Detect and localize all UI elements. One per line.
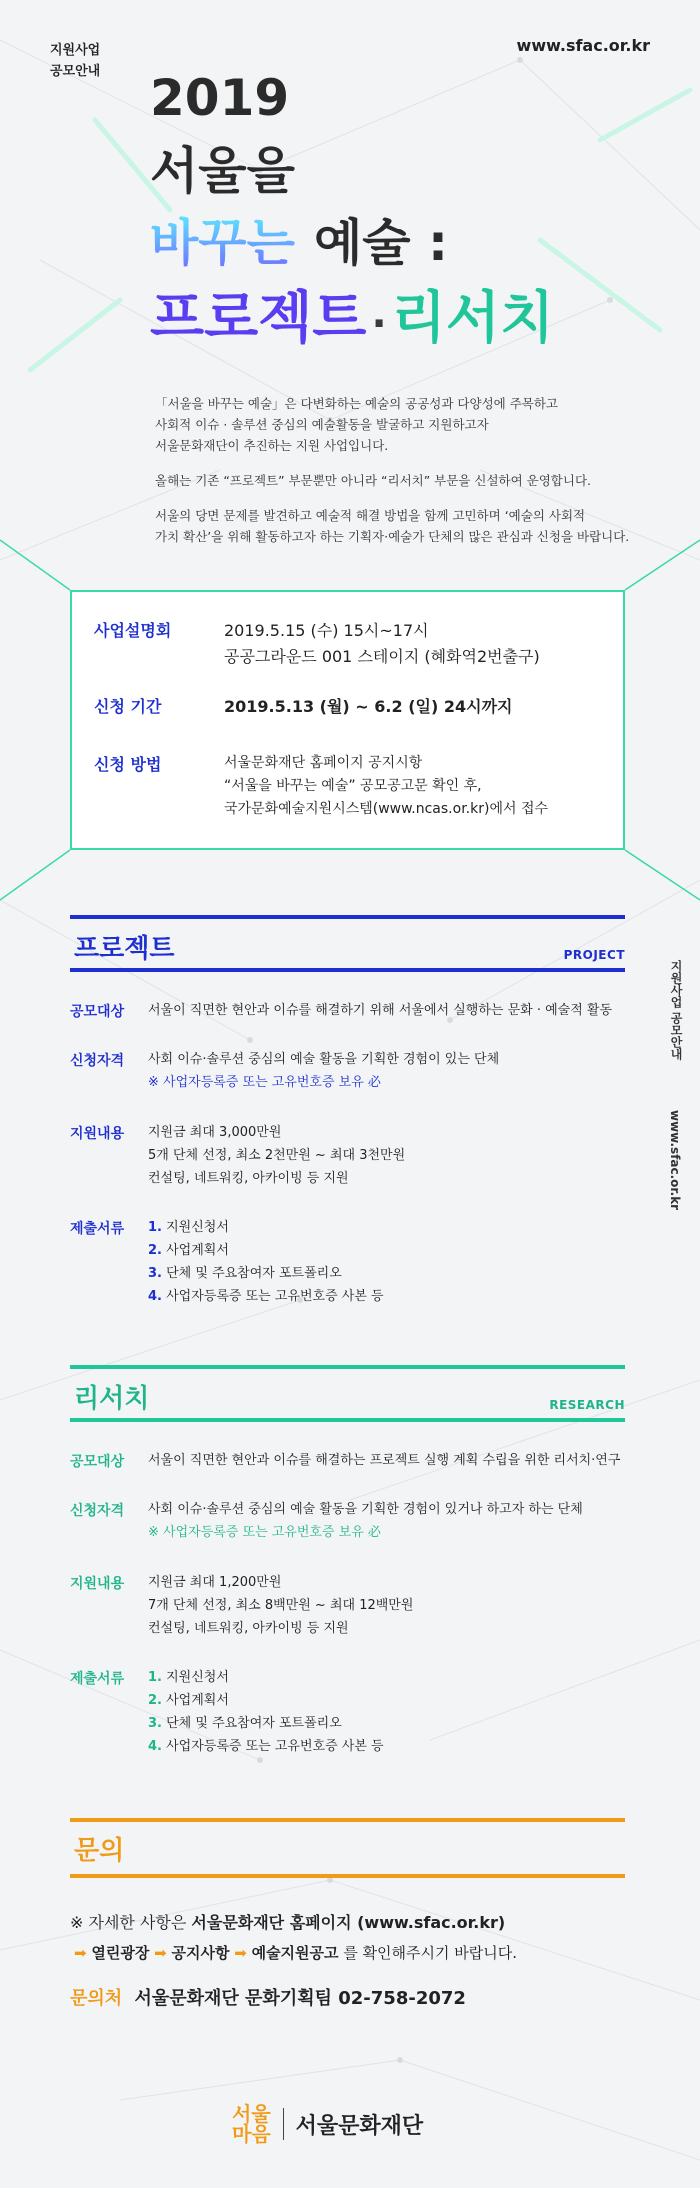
contact-info xyxy=(70,1984,466,2010)
footer-divider xyxy=(283,2108,284,2140)
info-val-method xyxy=(224,752,614,821)
project-qual-text: 사회 이슈·솔루션 중심의 예술 활동을 기획한 경험이 있는 단체 xyxy=(148,1052,500,1067)
project-docs-list xyxy=(148,1216,638,1308)
contact-line1-prefix: ※ 자세한 사항은 xyxy=(70,1913,192,1932)
research-support-line: 지원금 최대 1,200만원 xyxy=(148,1575,282,1590)
intro-line: 서울문화재단이 추진하는 지원 사업입니다. xyxy=(155,438,389,453)
project-qual-val xyxy=(148,1048,638,1094)
project-qual-key: 신청자격 xyxy=(70,1053,125,1069)
info-val-period: 2019.5.13 (월) ~ 6.2 (일) 24시까지 xyxy=(224,697,513,716)
nav-suffix: 를 확인해주시기 바랍니다. xyxy=(343,1944,518,1962)
title-research: 리서치 xyxy=(391,286,555,351)
method-line: 서울문화재단 홈페이지 공지시항 xyxy=(224,755,423,771)
title-highlight: 바꾸는 xyxy=(150,214,295,272)
research-qual-key: 신청자격 xyxy=(70,1503,125,1519)
intro-line: 가치 확산’을 위해 활동하고자 하는 기획자·예술가 단체의 많은 관심과 신청을 바랍니다. xyxy=(155,529,630,544)
project-target-val: 서울이 직면한 현안과 이슈를 해결하기 위해 서울에서 실행하는 문화 · 예술적 활동 xyxy=(148,1003,613,1018)
doc-item: 4. 사업자등록증 또는 고유번호증 사본 등 xyxy=(148,1739,384,1754)
briefing-place: 공공그라운드 001 스테이지 (혜화역2번출구) xyxy=(224,647,540,666)
arrow-right-icon: ➡ xyxy=(234,1944,247,1962)
research-docs-key: 제출서류 xyxy=(70,1671,125,1687)
briefing-date: 2019.5.15 (수) 15시~17시 xyxy=(224,621,429,640)
intro-line: 「서울을 바꾸는 예술」은 다변화하는 예술의 공공성과 다양성에 주목하고 xyxy=(155,396,558,411)
title-year: 2019 xyxy=(150,69,290,127)
contact-top-bar xyxy=(70,1818,625,1822)
research-qual-text: 사회 이슈·솔루션 중심의 예술 활동을 기획한 경험이 있거나 하고자 하는 단체 xyxy=(148,1502,583,1517)
title-line2: 서울을 xyxy=(150,142,295,200)
header-label-line2: 공모안내 xyxy=(50,64,101,79)
nav-notice[interactable]: 공지사항 xyxy=(171,1944,230,1962)
intro-paragraph xyxy=(155,393,655,547)
doc-item: 2. 사업계획서 xyxy=(148,1243,229,1258)
header-label-line1: 지원사업 xyxy=(50,43,101,58)
research-target-key: 공모대상 xyxy=(70,1454,125,1470)
contact-title: 문의 xyxy=(74,1836,125,1866)
doc-item: 3. 단체 및 주요참여자 포트폴리오 xyxy=(148,1716,342,1731)
doc-item: 2. 사업계획서 xyxy=(148,1693,229,1708)
nav-art-support[interactable]: 예술지원공고 xyxy=(251,1944,339,1962)
doc-item: 3. 단체 및 주요참여자 포트폴리오 xyxy=(148,1266,342,1281)
project-support-line: 컨설팅, 네트워킹, 아카이빙 등 지원 xyxy=(148,1171,349,1186)
side-url: www.sfac.or.kr xyxy=(668,1110,682,1211)
arrow-right-icon: ➡ xyxy=(74,1944,87,1962)
method-line: “서울을 바꾸는 예술” 공모공고문 확인 후, xyxy=(224,778,482,794)
intro-line: 서울의 당면 문제를 발견하고 예술적 해결 방법을 함께 고민하며 ‘예술의 사회적 xyxy=(155,508,586,523)
research-bottom-bar xyxy=(70,1418,625,1422)
research-support-line: 7개 단체 선정, 최소 8백만원 ~ 최대 12백만원 xyxy=(148,1598,414,1613)
seoul-logo: 서울 마음 xyxy=(232,2102,271,2146)
side-label: 지원사업 공모안내 xyxy=(669,960,683,1061)
project-bottom-bar xyxy=(70,968,625,972)
title-project: 프로젝트 xyxy=(150,286,367,351)
title-dot: · xyxy=(371,301,387,347)
info-key-period: 신청 기간 xyxy=(94,697,162,716)
info-val-briefing xyxy=(224,618,614,670)
doc-item: 1. 지원신청서 xyxy=(148,1670,229,1685)
method-line: 국가문화예술지원시스템(www.ncas.or.kr)에서 접수 xyxy=(224,801,548,817)
project-support-key: 지원내용 xyxy=(70,1126,125,1142)
intro-line: 올해는 기존 “프로젝트” 부문뿐만 아니라 “리서치” 부문을 신설하여 운영합니다. xyxy=(155,473,591,488)
research-support-val xyxy=(148,1571,638,1640)
research-support-line: 컨설팅, 네트워킹, 아카이빙 등 지원 xyxy=(148,1621,349,1636)
contact-homepage: 서울문화재단 홈페이지 xyxy=(191,1913,352,1932)
project-target-key: 공모대상 xyxy=(70,1004,125,1020)
project-support-line: 지원금 최대 3,000만원 xyxy=(148,1125,282,1140)
research-support-key: 지원내용 xyxy=(70,1576,125,1592)
info-key-method: 신청 방법 xyxy=(94,755,162,774)
project-support-val xyxy=(148,1121,638,1190)
research-target-val: 서울이 직면한 현안과 이슈를 해결하는 프로젝트 실행 계획 수립을 위한 리서치·연구 xyxy=(148,1453,621,1468)
nav-open-square[interactable]: 열린광장 xyxy=(91,1944,150,1962)
project-title: 프로젝트 xyxy=(74,934,175,964)
info-key-briefing: 사업설명회 xyxy=(94,621,172,640)
research-qual-val xyxy=(148,1498,638,1544)
title-line3 xyxy=(150,212,448,274)
doc-item: 1. 지원신청서 xyxy=(148,1220,229,1235)
research-top-bar xyxy=(70,1365,625,1369)
doc-item: 4. 사업자등록증 또는 고유번호증 사본 등 xyxy=(148,1289,384,1304)
footer-logo xyxy=(232,2104,423,2144)
research-title: 리서치 xyxy=(74,1384,150,1414)
contact-val: 서울문화재단 문화기획팀 02-758-2072 xyxy=(134,1988,466,2009)
research-qual-note: ※ 사업자등록증 또는 고유번호증 보유 必 xyxy=(148,1525,381,1540)
project-top-bar xyxy=(70,915,625,919)
arrow-right-icon: ➡ xyxy=(154,1944,167,1962)
contact-line1 xyxy=(70,1910,505,1933)
title-line4 xyxy=(150,286,554,357)
research-docs-list xyxy=(148,1666,638,1758)
contact-nav-path xyxy=(74,1942,517,1963)
project-support-line: 5개 단체 선정, 최소 2천만원 ~ 최대 3천만원 xyxy=(148,1148,406,1163)
info-box xyxy=(70,590,625,850)
project-docs-key: 제출서류 xyxy=(70,1221,125,1237)
contact-key: 문의처 xyxy=(70,1988,123,2009)
title-line3-rest: 예술 : xyxy=(314,214,449,272)
header-url-link[interactable]: www.sfac.or.kr xyxy=(516,36,650,55)
contact-homepage-url[interactable]: (www.sfac.or.kr) xyxy=(351,1913,506,1932)
intro-line: 사회적 이슈 · 솔루션 중심의 예술활동을 발굴하고 지원하고자 xyxy=(155,417,489,432)
header-label xyxy=(50,40,100,82)
sfac-logo-text: 서울문화재단 xyxy=(295,2113,424,2139)
project-subtitle: PROJECT xyxy=(563,948,625,962)
project-qual-note: ※ 사업자등록증 또는 고유번호증 보유 必 xyxy=(148,1075,381,1090)
research-subtitle: RESEARCH xyxy=(549,1398,625,1412)
contact-bottom-bar xyxy=(70,1874,625,1878)
